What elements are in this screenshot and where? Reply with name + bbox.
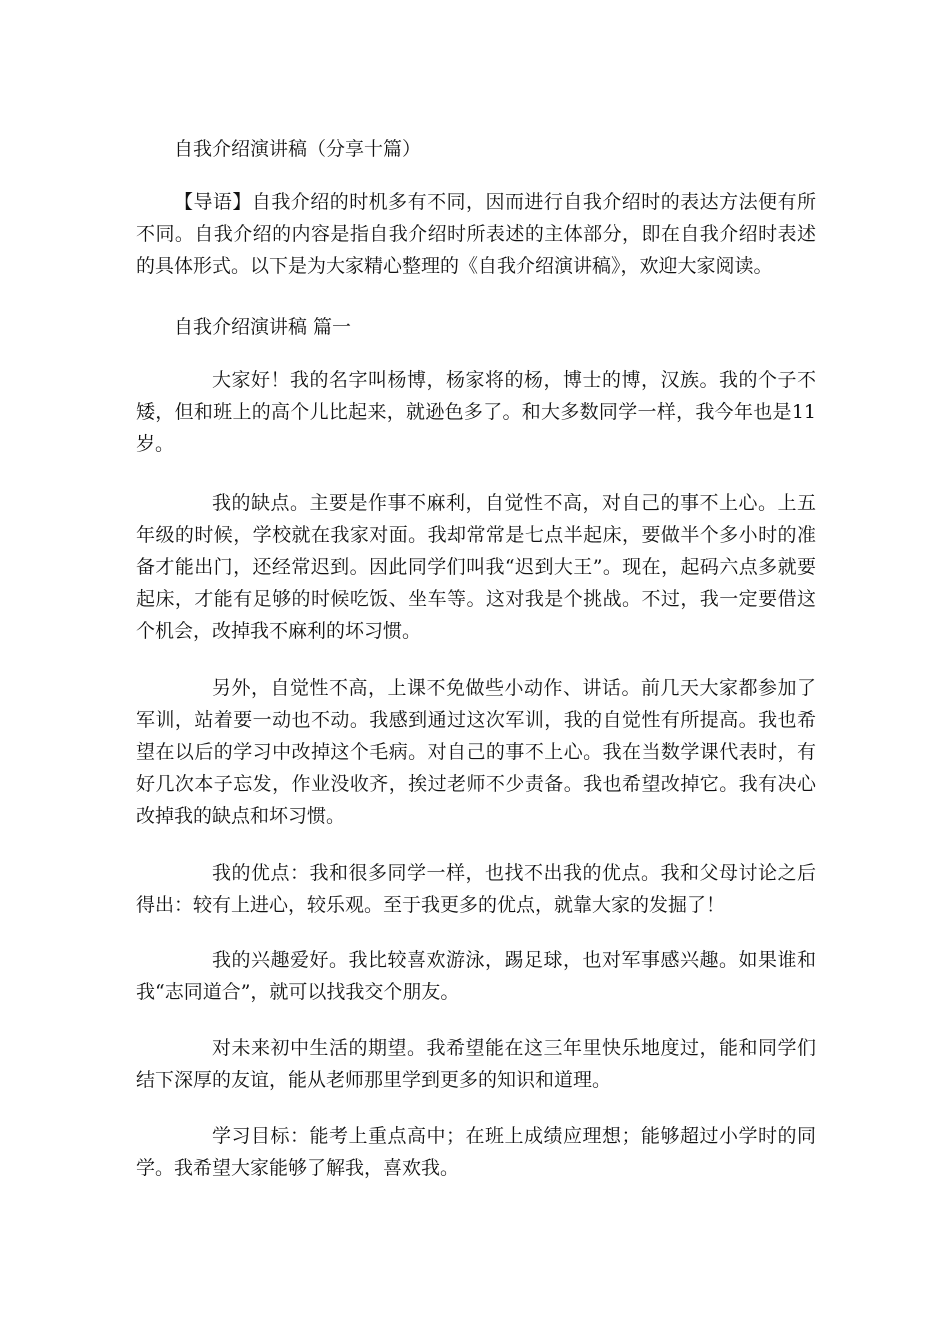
body-paragraph: 对未来初中生活的期望。我希望能在这三年里快乐地度过，能和同学们结下深厚的友谊，能从老师那里学到更多的知识和道理。	[136, 1037, 816, 1091]
body-paragraph: 我的缺点。主要是作事不麻利，自觉性不高，对自己的事不上心。上五年级的时候，学校就在我家对面。我却常常是七点半起床，要做半个多小时的准备才能出门，还经常迟到。因此同学们叫我“迟到大王”。现在，起码六点多就要起床，才能有足够的时候吃饭、坐车等。这对我是个挑战。不过，我一定要借这个机会，改掉我不麻利的坏习惯。	[136, 492, 816, 642]
body-paragraph: 另外，自觉性不高，上课不免做些小动作、讲话。前几天大家都参加了军训，站着要一动也不动。我感到通过这次军训，我的自觉性有所提高。我也希望在以后的学习中改掉这个毛病。对自己的事不上心。我在当数学课代表时，有好几次本子忘发，作业没收齐，挨过老师不少责备。我也希望改掉它。我有决心改掉我的缺点和坏习惯。	[136, 677, 816, 827]
body-paragraph: 我的兴趣爱好。我比较喜欢游泳，踢足球，也对军事感兴趣。如果谁和我“志同道合”，就可以找我交个朋友。	[136, 949, 816, 1003]
document-title: 自我介绍演讲稿（分享十篇）	[174, 138, 422, 160]
body-paragraph: 我的优点：我和很多同学一样，也找不出我的优点。我和父母讨论之后得出：较有上进心，较乐观。至于我更多的优点，就靠大家的发掘了！	[136, 862, 816, 916]
body-paragraph: 大家好！我的名字叫杨博，杨家将的杨，博士的博，汉族。我的个子不矮，但和班上的高个儿比起来，就逊色多了。和大多数同学一样，我今年也是11岁。	[136, 369, 816, 455]
section-title: 自我介绍演讲稿 篇一	[174, 316, 352, 338]
body-paragraph: 学习目标：能考上重点高中；在班上成绩应理想；能够超过小学时的同学。我希望大家能够了解我，喜欢我。	[136, 1125, 816, 1179]
intro-paragraph: 【导语】自我介绍的时机多有不同，因而进行自我介绍时的表达方法便有所不同。自我介绍的内容是指自我介绍时所表述的主体部分，即在自我介绍时表述的具体形式。以下是为大家精心整理的《自我介绍演讲稿》，欢迎大家阅读。	[136, 191, 816, 277]
